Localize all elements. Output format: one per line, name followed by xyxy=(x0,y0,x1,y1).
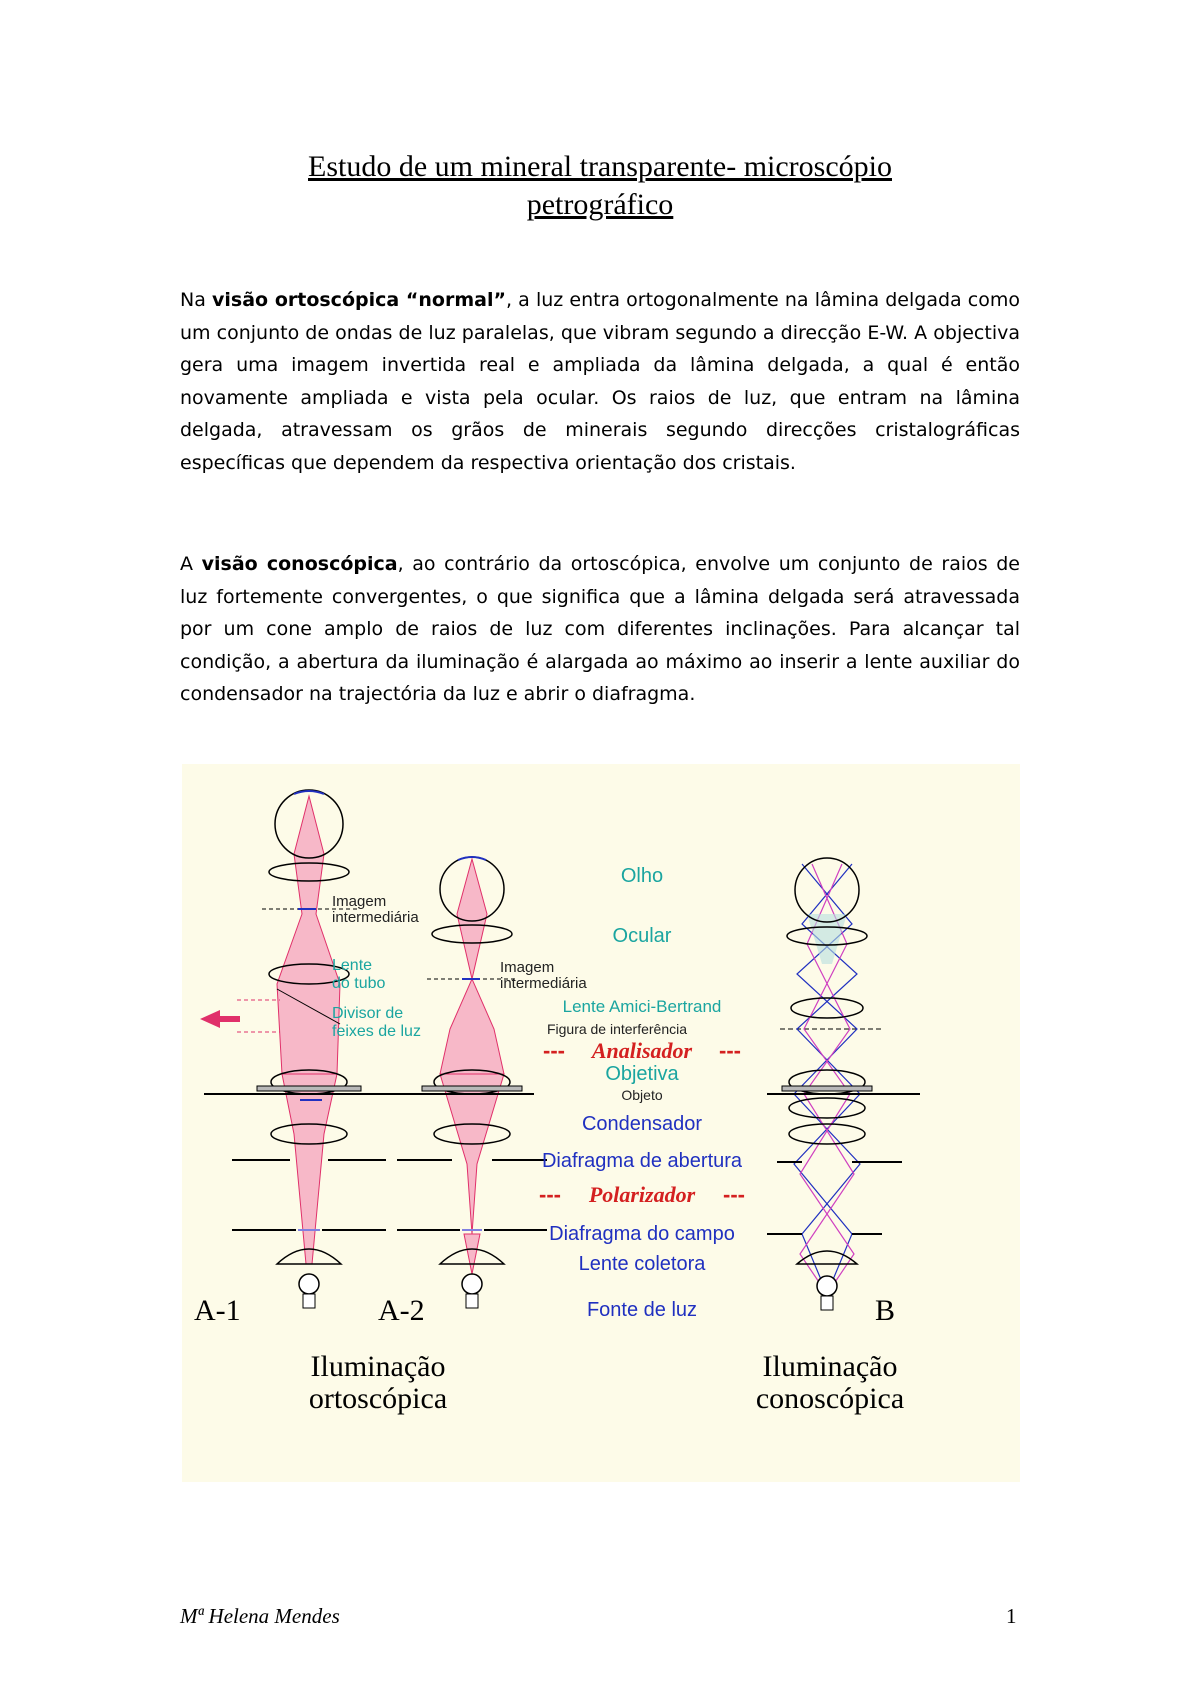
a1-eye-arrow xyxy=(294,791,324,794)
label-polarizador: Polarizador xyxy=(588,1182,696,1207)
p1-intro: Na xyxy=(180,289,213,311)
a2-lamp xyxy=(462,1274,482,1294)
label-diafragma-abertura: Diafragma de abertura xyxy=(541,1150,743,1172)
label-condensador: Condensador xyxy=(581,1113,703,1135)
label-intermediaria-2: intermediária xyxy=(500,975,587,992)
title-line-2: petrográfico xyxy=(526,188,674,221)
paragraph-ortoscopica xyxy=(180,284,1020,479)
analisador-dash-left: --- xyxy=(543,1038,565,1063)
label-lente-coletora: Lente coletora xyxy=(578,1253,706,1275)
a2-ray-top xyxy=(440,859,504,1074)
caption-left-2: ortoscópica xyxy=(308,1382,448,1415)
footer-page-number: 1 xyxy=(1006,1604,1017,1628)
diagram-svg xyxy=(182,764,1020,1482)
b-lamp xyxy=(817,1276,837,1296)
b-slide xyxy=(782,1086,872,1091)
panel-label-a1: A-1 xyxy=(194,1294,241,1327)
a1-slide xyxy=(257,1086,361,1091)
label-analisador: Analisador xyxy=(591,1038,693,1063)
polarizador-dash-right: --- xyxy=(723,1182,745,1207)
a1-split-arrow xyxy=(200,1010,220,1028)
label-ocular: Ocular xyxy=(612,925,672,947)
a2-ray-lamp xyxy=(464,1234,480,1274)
p2-intro: A xyxy=(180,553,202,575)
paragraph-conoscopica xyxy=(180,548,1020,711)
label-fonte: Fonte de luz xyxy=(586,1299,698,1321)
label-do-tubo: do tubo xyxy=(332,975,386,992)
panel-label-b: B xyxy=(875,1294,896,1327)
b-condenser-1 xyxy=(789,1098,865,1118)
a2-lamp-base xyxy=(466,1294,478,1308)
b-lamp-base xyxy=(821,1296,833,1310)
b-condenser-2 xyxy=(789,1124,865,1144)
label-lente: Lente xyxy=(332,957,373,974)
label-feixes: feixes de luz xyxy=(332,1023,421,1040)
microscope-diagram xyxy=(182,764,1020,1482)
b-eye xyxy=(795,858,859,922)
a1-lamp-base xyxy=(303,1294,315,1308)
analisador-dash-right: --- xyxy=(719,1038,741,1063)
label-imagem-2: Imagem xyxy=(500,959,555,976)
column-b xyxy=(767,858,920,1327)
label-objeto: Objeto xyxy=(621,1087,663,1103)
p2-bold-term: visão conoscópica xyxy=(201,553,398,575)
caption-right-1: Iluminação xyxy=(762,1350,898,1383)
p1-bold-term: visão ortoscópica “normal” xyxy=(212,289,506,311)
label-intermediaria-1: intermediária xyxy=(332,909,419,926)
center-labels xyxy=(539,865,745,1321)
label-amici: Lente Amici-Bertrand xyxy=(562,997,722,1016)
caption-left-1: Iluminação xyxy=(310,1350,446,1383)
caption-right-2: conoscópica xyxy=(755,1382,905,1415)
title-line-1: Estudo de um mineral transparente- microscópio xyxy=(308,150,892,183)
p2-rest: , ao contrário da ortoscópica, envolve um conjunto de raios de luz fortemente convergentes, o que significa que a lâmina delgada será atravessada por um cone amplo de raios de luz com diferentes inclinações. Para alcançar tal condição, a abertura da iluminação é alargada ao máximo ao inserir a lente auxiliar do condensador na trajectória da luz e abrir o diafragma. xyxy=(180,553,1020,705)
polarizador-dash-left: --- xyxy=(539,1182,561,1207)
a1-ray-top xyxy=(277,796,340,1074)
a1-split-arrow-shaft xyxy=(218,1016,240,1022)
page-title xyxy=(180,148,1020,224)
column-a2 xyxy=(378,857,547,1327)
a1-ray-bottom xyxy=(282,1074,337,1264)
p1-rest: , a luz entra ortogonalmente na lâmina delgada como um conjunto de ondas de luz paralelas, que vibram segundo a direcção E-W. A objectiva gera uma imagem invertida real e ampliada da lâmina delgada, a qual é então novamente ampliada e vista pela ocular. Os raios de luz, que entram na lâmina delgada, atravessam os grãos de minerais segundo direcções cristalográficas específicas que dependem da respectiva orientação dos cristais. xyxy=(180,289,1021,474)
footer-author: Mª Helena Mendes xyxy=(180,1604,340,1628)
a2-ray-bottom xyxy=(440,1074,504,1234)
label-figura: Figura de interferência xyxy=(546,1021,688,1037)
a1-lamp xyxy=(299,1274,319,1294)
label-imagem-1: Imagem xyxy=(332,893,387,910)
panel-label-a2: A-2 xyxy=(378,1294,425,1327)
label-diafragma-campo: Diafragma do campo xyxy=(549,1223,735,1245)
captions xyxy=(309,1350,904,1415)
column-a1 xyxy=(194,790,414,1327)
label-olho: Olho xyxy=(620,865,664,887)
label-objetiva: Objetiva xyxy=(605,1063,679,1085)
label-divisor: Divisor de xyxy=(332,1005,404,1022)
a2-slide xyxy=(422,1086,522,1091)
